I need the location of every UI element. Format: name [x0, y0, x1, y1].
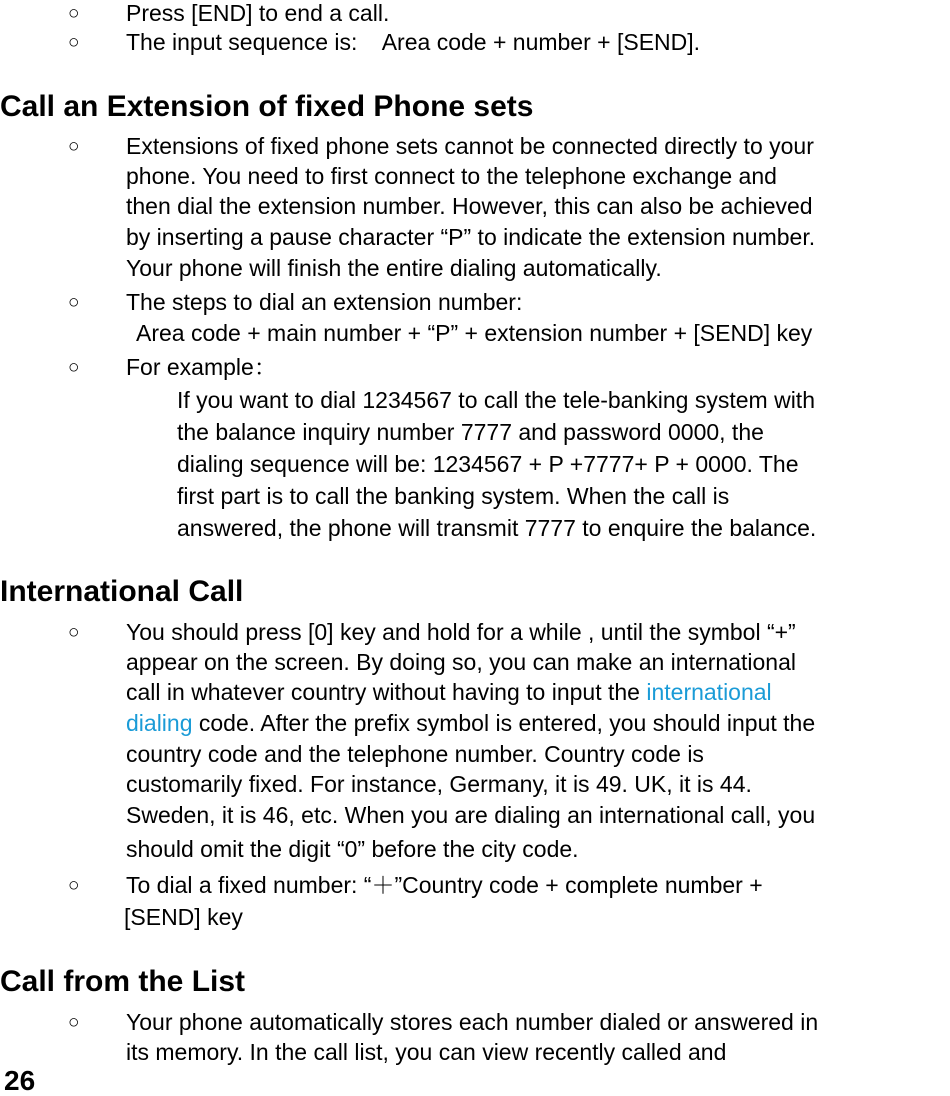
bullet-icon: ○ — [68, 32, 80, 53]
body-line: Extensions of fixed phone sets cannot be connected directly to your — [126, 133, 814, 159]
bullet-icon: ○ — [68, 292, 80, 313]
body-line: [SEND] key — [124, 904, 243, 930]
bullet-icon: ○ — [68, 136, 80, 157]
page-number: 26 — [4, 1065, 36, 1096]
body-line: You should press [0] key and hold for a while , until the symbol “+” — [126, 619, 796, 645]
body-line: customarily fixed. For instance, Germany, it is 49. UK, it is 44. — [126, 771, 752, 797]
section-heading-international: International Call — [0, 575, 244, 608]
example-line: dialing sequence will be: 1234567 + P +7777+ P + 0000. The — [177, 451, 799, 477]
body-line: Your phone automatically stores each number dialed or answered in — [126, 1009, 819, 1035]
body-line: Press [END] to end a call. — [126, 0, 390, 26]
dialing-link[interactable]: dialing — [126, 710, 193, 736]
body-line: its memory. In the call list, you can view recently called and — [126, 1039, 727, 1065]
example-line: answered, the phone will transmit 7777 to enquire the balance. — [177, 515, 817, 541]
body-text: code. After the prefix symbol is entered, you should input the — [192, 710, 816, 736]
body-line: by inserting a pause character “P” to indicate the extension number. — [126, 224, 816, 250]
bullet-icon: ○ — [68, 357, 80, 378]
bullet-icon: ○ — [68, 622, 80, 643]
body-line: Your phone will finish the entire dialing automatically. — [126, 255, 662, 281]
body-line — [126, 679, 772, 705]
example-line: the balance inquiry number 7777 and password 0000, the — [177, 419, 764, 445]
body-line: appear on the screen. By doing so, you can make an international — [126, 649, 796, 675]
international-link[interactable]: international — [646, 679, 772, 705]
example-line: If you want to dial 1234567 to call the tele-banking system with — [177, 387, 815, 413]
body-text: call in whatever country without having to input the — [126, 679, 647, 705]
section-heading-call-list: Call from the List — [0, 965, 246, 998]
body-line: The steps to dial an extension number: — [126, 289, 523, 315]
body-line: For example： — [126, 354, 277, 380]
example-line: first part is to call the banking system. When the call is — [177, 483, 730, 509]
body-line: The input sequence is: Area code + number + [SEND]. — [126, 29, 701, 55]
body-line — [126, 710, 815, 736]
body-line: then dial the extension number. However, this can also be achieved — [126, 193, 813, 219]
body-line: Sweden, it is 46, etc. When you are dialing an international call, you — [126, 802, 816, 828]
bullet-icon: ○ — [68, 3, 80, 24]
bullet-icon: ○ — [68, 1012, 80, 1033]
section-heading-extension: Call an Extension of fixed Phone sets — [0, 90, 534, 123]
bullet-icon: ○ — [68, 875, 80, 896]
body-line: should omit the digit “0” before the city code. — [126, 836, 579, 862]
body-line: country code and the telephone number. Country code is — [126, 741, 704, 767]
body-line: phone. You need to first connect to the telephone exchange and — [126, 163, 777, 189]
body-line: Area code + main number + “P” + extension number + [SEND] key — [136, 320, 813, 346]
body-line: To dial a fixed number: “＋”Country code + complete number + — [126, 872, 763, 898]
